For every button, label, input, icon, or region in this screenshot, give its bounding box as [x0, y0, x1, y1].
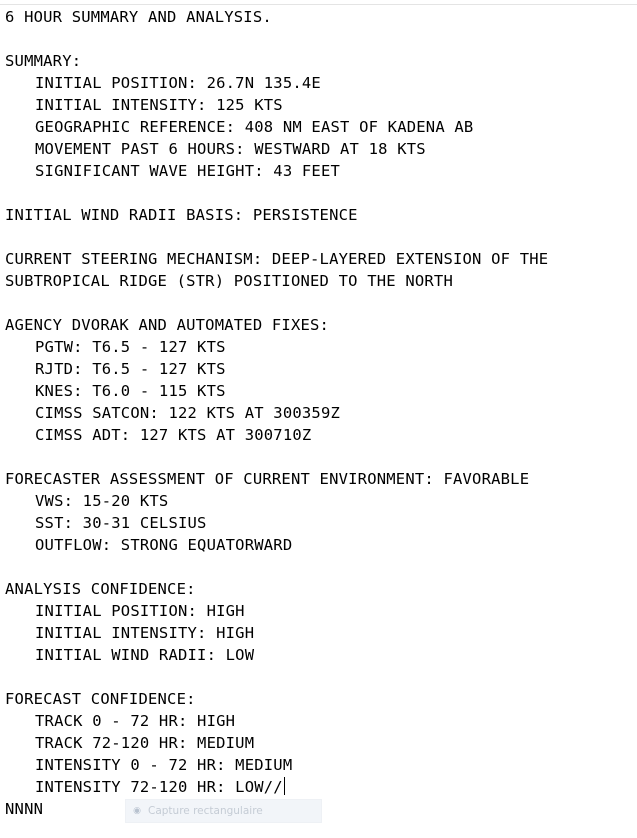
fixes-heading: AGENCY DVORAK AND AUTOMATED FIXES: [5, 316, 330, 334]
blank-line [5, 182, 635, 204]
fix-item: RJTD: T6.5 - 127 KTS [35, 360, 226, 378]
forecast-confidence-item: TRACK 72-120 HR: MEDIUM [35, 734, 255, 752]
camera-icon: ◉ [133, 806, 141, 816]
summary-item: MOVEMENT PAST 6 HOURS: WESTWARD AT 18 KTS [35, 140, 426, 158]
document-title: 6 HOUR SUMMARY AND ANALYSIS. [5, 8, 272, 26]
blank-line [5, 292, 635, 314]
summary-item: GEOGRAPHIC REFERENCE: 408 NM EAST OF KADENA AB [35, 118, 474, 136]
document-body[interactable] [5, 6, 635, 820]
forecast-confidence-last-item [5, 776, 635, 798]
analysis-confidence-item: INITIAL WIND RADII: LOW [35, 646, 255, 664]
forecast-confidence-heading: FORECAST CONFIDENCE: [5, 690, 196, 708]
fix-item: PGTW: T6.5 - 127 KTS [35, 338, 226, 356]
fix-item: KNES: T6.0 - 115 KTS [35, 382, 226, 400]
environment-item: VWS: 15-20 KTS [35, 492, 169, 510]
text-caret [284, 777, 285, 795]
blank-line [5, 666, 635, 688]
summary-heading: SUMMARY: [5, 52, 82, 70]
forecast-confidence-item: INTENSITY 0 - 72 HR: MEDIUM [35, 756, 293, 774]
environment-heading: FORECASTER ASSESSMENT OF CURRENT ENVIRONMENT: FAVORABLE [5, 470, 530, 488]
forecast-confidence-item-text: INTENSITY 72-120 HR: LOW// [35, 778, 283, 796]
analysis-confidence-item: INITIAL POSITION: HIGH [35, 602, 245, 620]
forecast-confidence-item: TRACK 0 - 72 HR: HIGH [35, 712, 236, 730]
fix-item: CIMSS SATCON: 122 KTS AT 300359Z [35, 404, 341, 422]
window-top-border [0, 0, 637, 5]
analysis-confidence-heading: ANALYSIS CONFIDENCE: [5, 580, 196, 598]
summary-item: INITIAL INTENSITY: 125 KTS [35, 96, 283, 114]
summary-item: SIGNIFICANT WAVE HEIGHT: 43 FEET [35, 162, 341, 180]
analysis-confidence-item: INITIAL INTENSITY: HIGH [35, 624, 255, 642]
end-marker: NNNN [5, 800, 44, 818]
environment-item: SST: 30-31 CELSIUS [35, 514, 207, 532]
steering-line-1: CURRENT STEERING MECHANISM: DEEP-LAYERED EXTENSION OF THE [5, 250, 549, 268]
blank-line [5, 556, 635, 578]
steering-line-2: SUBTROPICAL RIDGE (STR) POSITIONED TO THE NORTH [5, 272, 453, 290]
wind-radii-basis: INITIAL WIND RADII BASIS: PERSISTENCE [5, 206, 358, 224]
capture-toolbar[interactable] [125, 799, 322, 823]
blank-line [5, 28, 635, 50]
environment-item: OUTFLOW: STRONG EQUATORWARD [35, 536, 293, 554]
capture-label: Capture rectangulaire [148, 805, 263, 817]
summary-item: INITIAL POSITION: 26.7N 135.4E [35, 74, 321, 92]
blank-line [5, 446, 635, 468]
blank-line [5, 226, 635, 248]
fix-item: CIMSS ADT: 127 KTS AT 300710Z [35, 426, 312, 444]
